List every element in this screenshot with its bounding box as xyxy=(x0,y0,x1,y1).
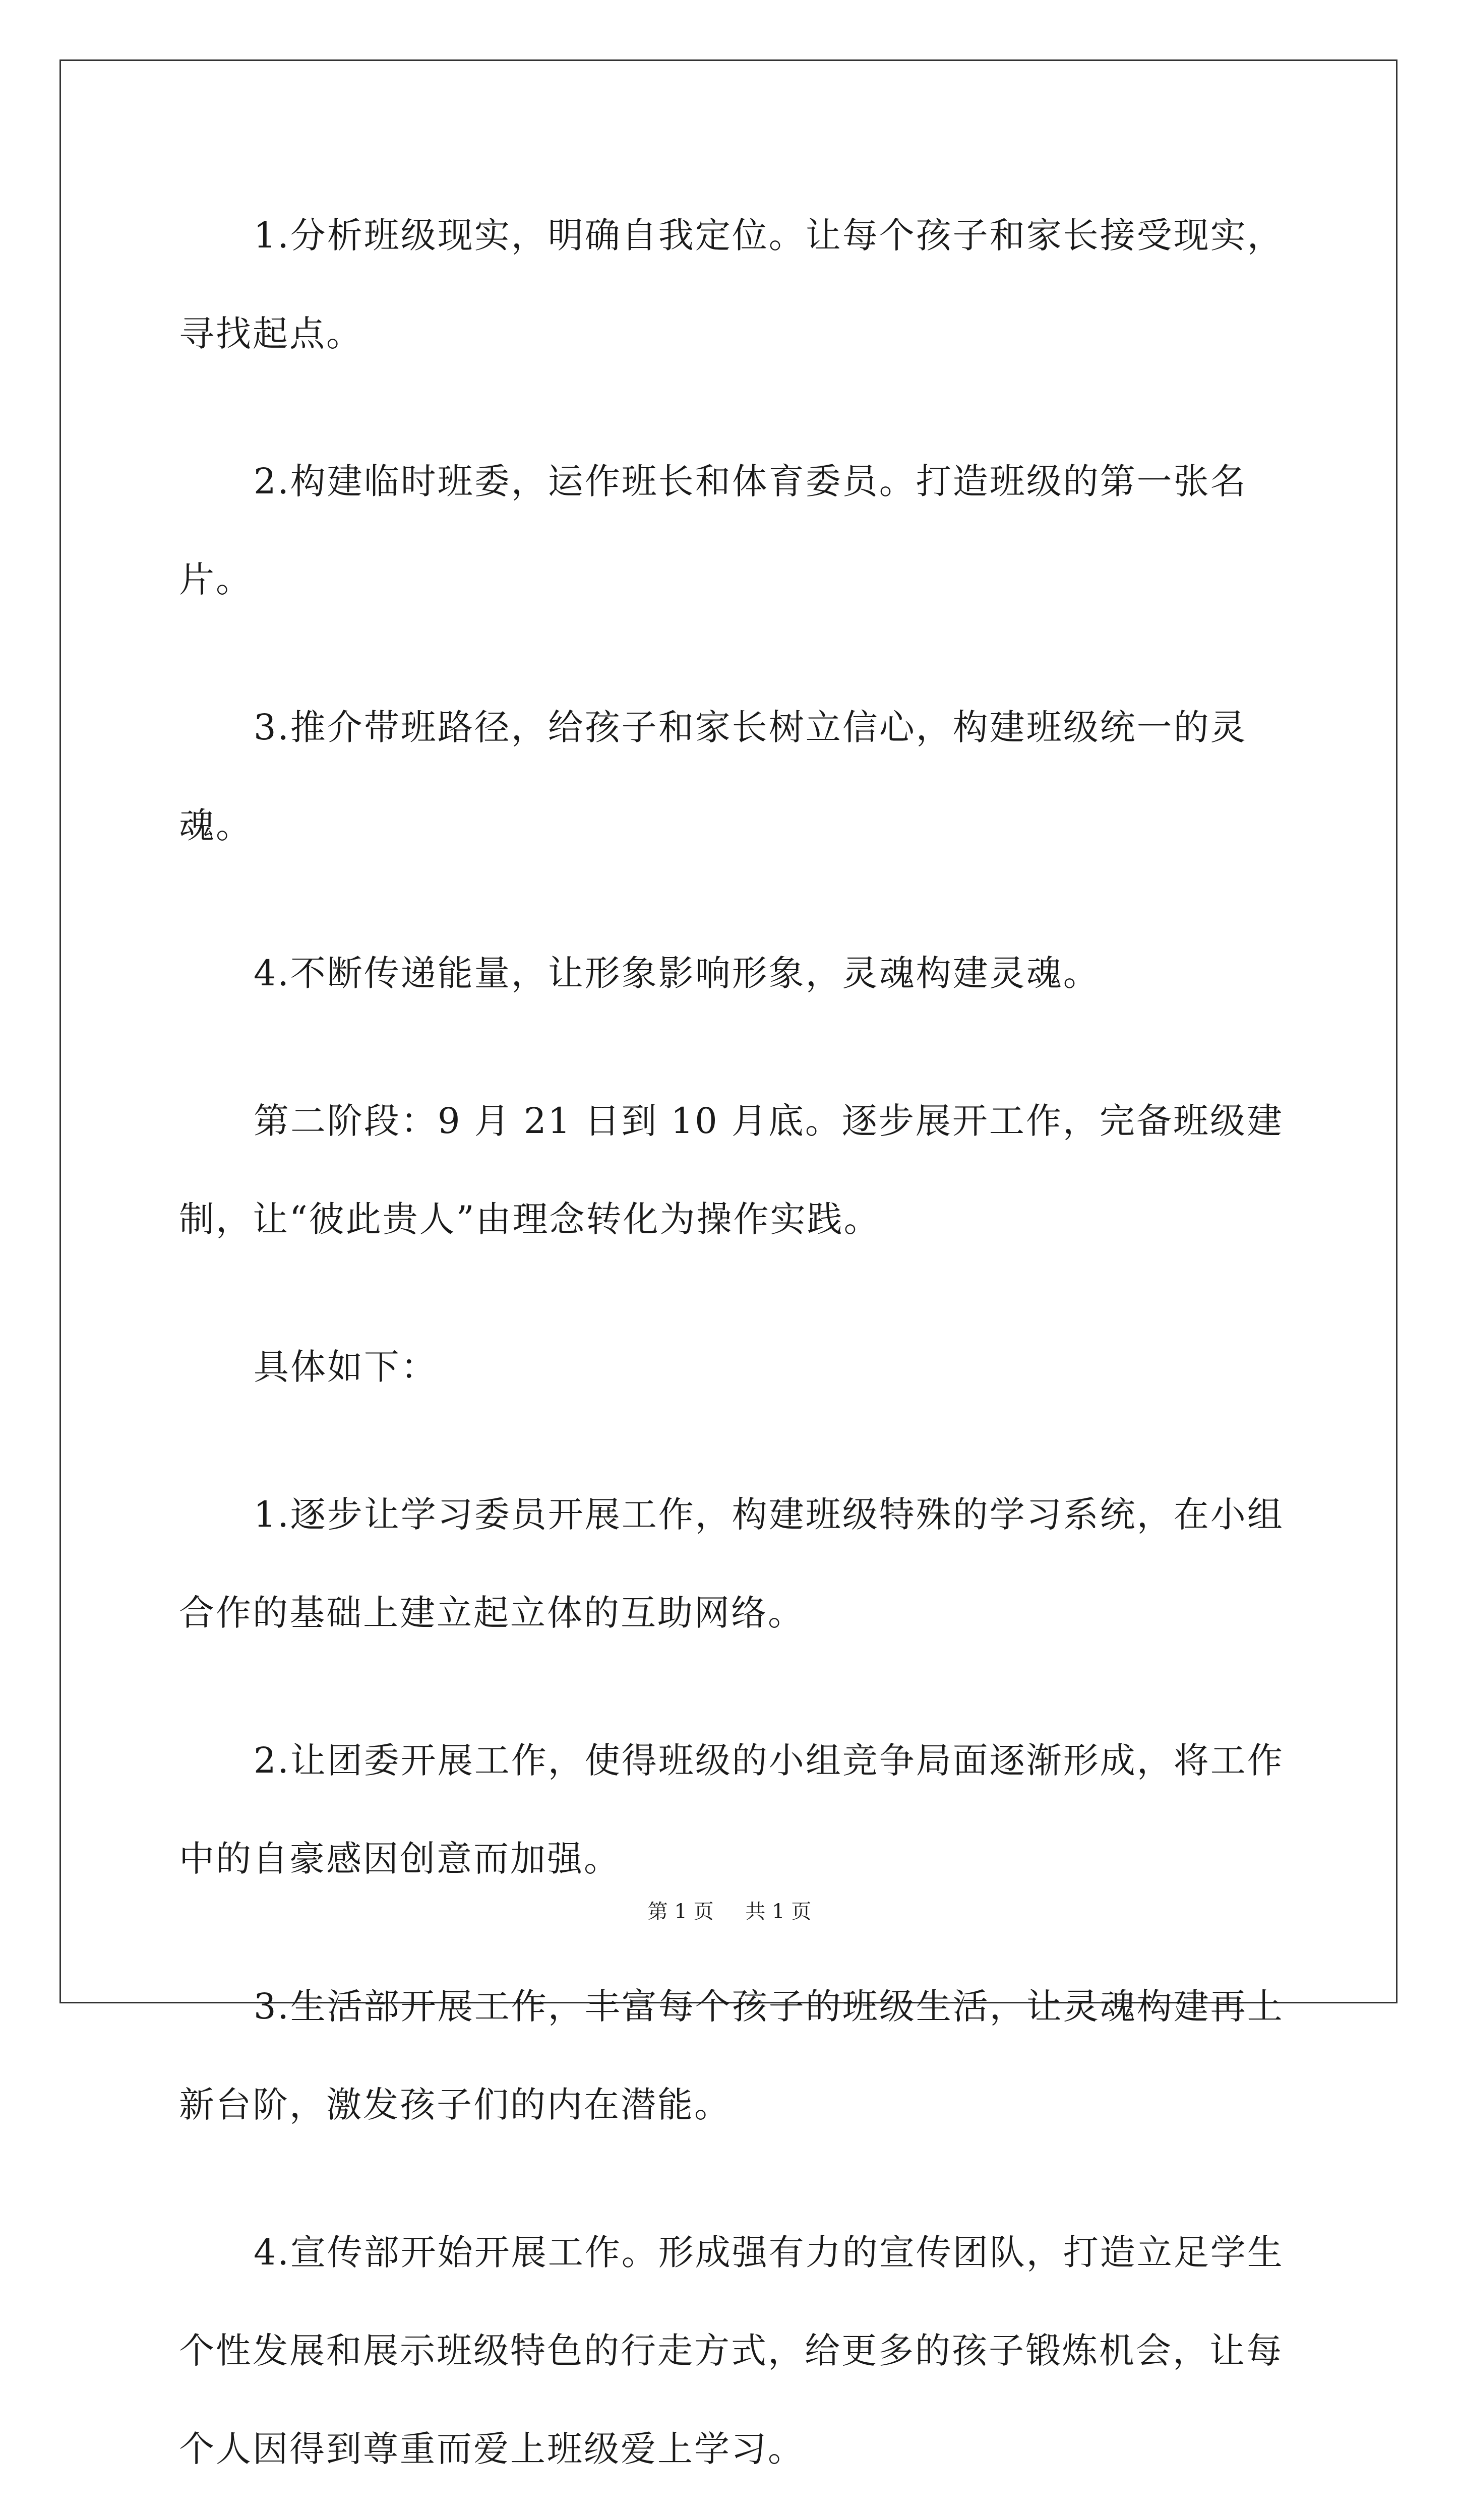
page-number: 第 1 页 xyxy=(647,1900,714,1923)
page-total: 共 1 页 xyxy=(745,1900,812,1923)
paragraph: 3.生活部开展工作，丰富每个孩子的班级生活，让灵魂构建再上新台阶，激发孩子们的内在潜能。 xyxy=(179,1986,1284,2125)
paragraph: 具体如下： xyxy=(254,1346,438,1388)
paragraph: 4.不断传递能量，让形象影响形象，灵魂构建灵魂。 xyxy=(254,953,1100,994)
paragraph: 2.让团委开展工作，使得班级的小组竞争局面逐渐形成，将工作中的自豪感因创意而加强。 xyxy=(179,1740,1284,1879)
page-footer xyxy=(0,1899,1459,1924)
paragraph: 1.逐步让学习委员开展工作，构建班级特殊的学习系统，在小组合作的基础上建立起立体的互助网络。 xyxy=(179,1494,1284,1633)
paragraph: 1.分析班级现实，明确自我定位。让每个孩子和家长接受现实，寻找起点。 xyxy=(179,215,1284,354)
paragraph: 4.宣传部开始开展工作。形成强有力的宣传团队，打造立足学生个性发展和展示班级特色的行走方式，给更多的孩子锻炼机会，让每个人因得到尊重而爱上班级爱上学习。 xyxy=(179,2232,1284,2470)
document-body xyxy=(179,186,1293,2520)
paragraph: 3.推介带班路径，给孩子和家长树立信心，构建班级统一的灵魂。 xyxy=(179,707,1247,846)
paragraph: 2.构建临时班委，运作班长和体育委员。打造班级的第一张名片。 xyxy=(179,461,1247,600)
paragraph: 第二阶段：9 月 21 日到 10 月底。逐步展开工作，完备班级建制，让“彼此贵人”由理念转化为操作实践。 xyxy=(179,1100,1284,1240)
